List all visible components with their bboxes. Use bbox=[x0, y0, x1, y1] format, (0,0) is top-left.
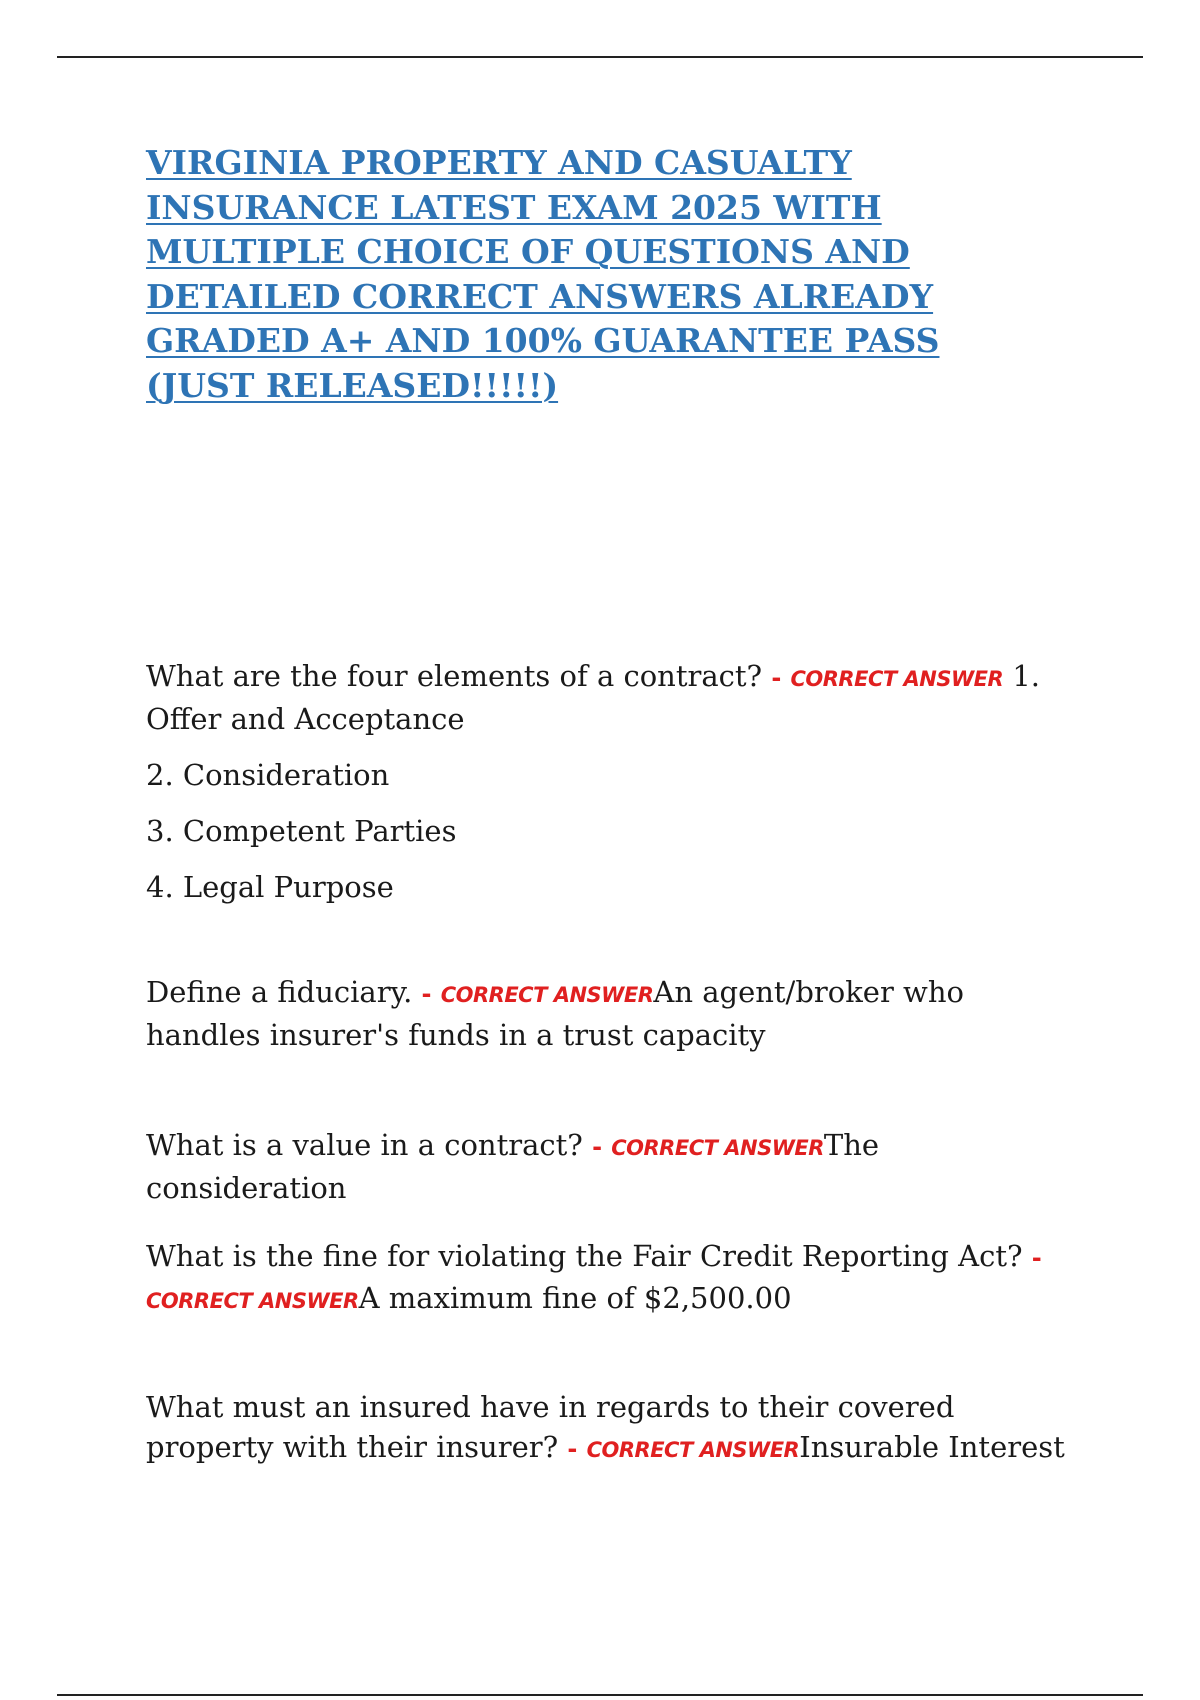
top-rule bbox=[57, 56, 1143, 58]
document-title: VIRGINIA PROPERTY AND CASUALTY INSURANCE LATEST EXAM 2025 WITH MULTIPLE CHOICE OF QUESTIONS AND DETAILED CORRECT ANSWERS ALREADY GRADED A+ AND 100% GUARANTEE PASS (JUST RELEASED!!!!!) bbox=[146, 143, 940, 405]
question-text: What is the fine for violating the Fair Credit Reporting Act? bbox=[146, 1239, 1023, 1273]
question-text: What must an insured have in regards to their covered property with their insurer? bbox=[146, 1390, 955, 1464]
correct-answer-tag: CORRECT ANSWER bbox=[146, 1289, 359, 1313]
bottom-rule bbox=[57, 1694, 1143, 1696]
question-text: What is a value in a contract? bbox=[146, 1128, 583, 1162]
qa-item bbox=[146, 972, 1066, 1055]
answer-text: An agent/broker who handles insurer's funds in a trust capacity bbox=[146, 975, 964, 1052]
question-text: Define a fiduciary. bbox=[146, 975, 413, 1009]
qa-item bbox=[146, 1236, 1066, 1321]
correct-answer-tag: CORRECT ANSWER bbox=[790, 667, 1004, 691]
answer-list-item: 3. Competent Parties bbox=[146, 814, 457, 848]
answer-separator: - bbox=[592, 1133, 603, 1161]
answer-text: Insurable Interest bbox=[799, 1430, 1065, 1464]
answer-text: 1. Offer and Acceptance bbox=[146, 659, 1041, 736]
question-text: What are the four elements of a contract? bbox=[146, 659, 763, 693]
answer-list-item: 2. Consideration bbox=[146, 758, 390, 792]
answer-text: A maximum fine of $2,500.00 bbox=[358, 1281, 792, 1315]
correct-answer-tag: CORRECT ANSWER bbox=[586, 1438, 800, 1462]
answer-separator: - bbox=[421, 980, 432, 1008]
answer-separator: - bbox=[1031, 1244, 1042, 1272]
answer-list-item: 4. Legal Purpose bbox=[146, 870, 394, 904]
qa-item bbox=[146, 1125, 1066, 1208]
correct-answer-tag: CORRECT ANSWER bbox=[440, 983, 654, 1007]
qa-item bbox=[146, 656, 1066, 907]
answer-separator: - bbox=[567, 1435, 578, 1463]
qa-item bbox=[146, 1387, 1066, 1470]
answer-separator: - bbox=[771, 664, 782, 692]
answer-text: The consideration bbox=[146, 1128, 880, 1205]
correct-answer-tag: CORRECT ANSWER bbox=[611, 1136, 824, 1160]
